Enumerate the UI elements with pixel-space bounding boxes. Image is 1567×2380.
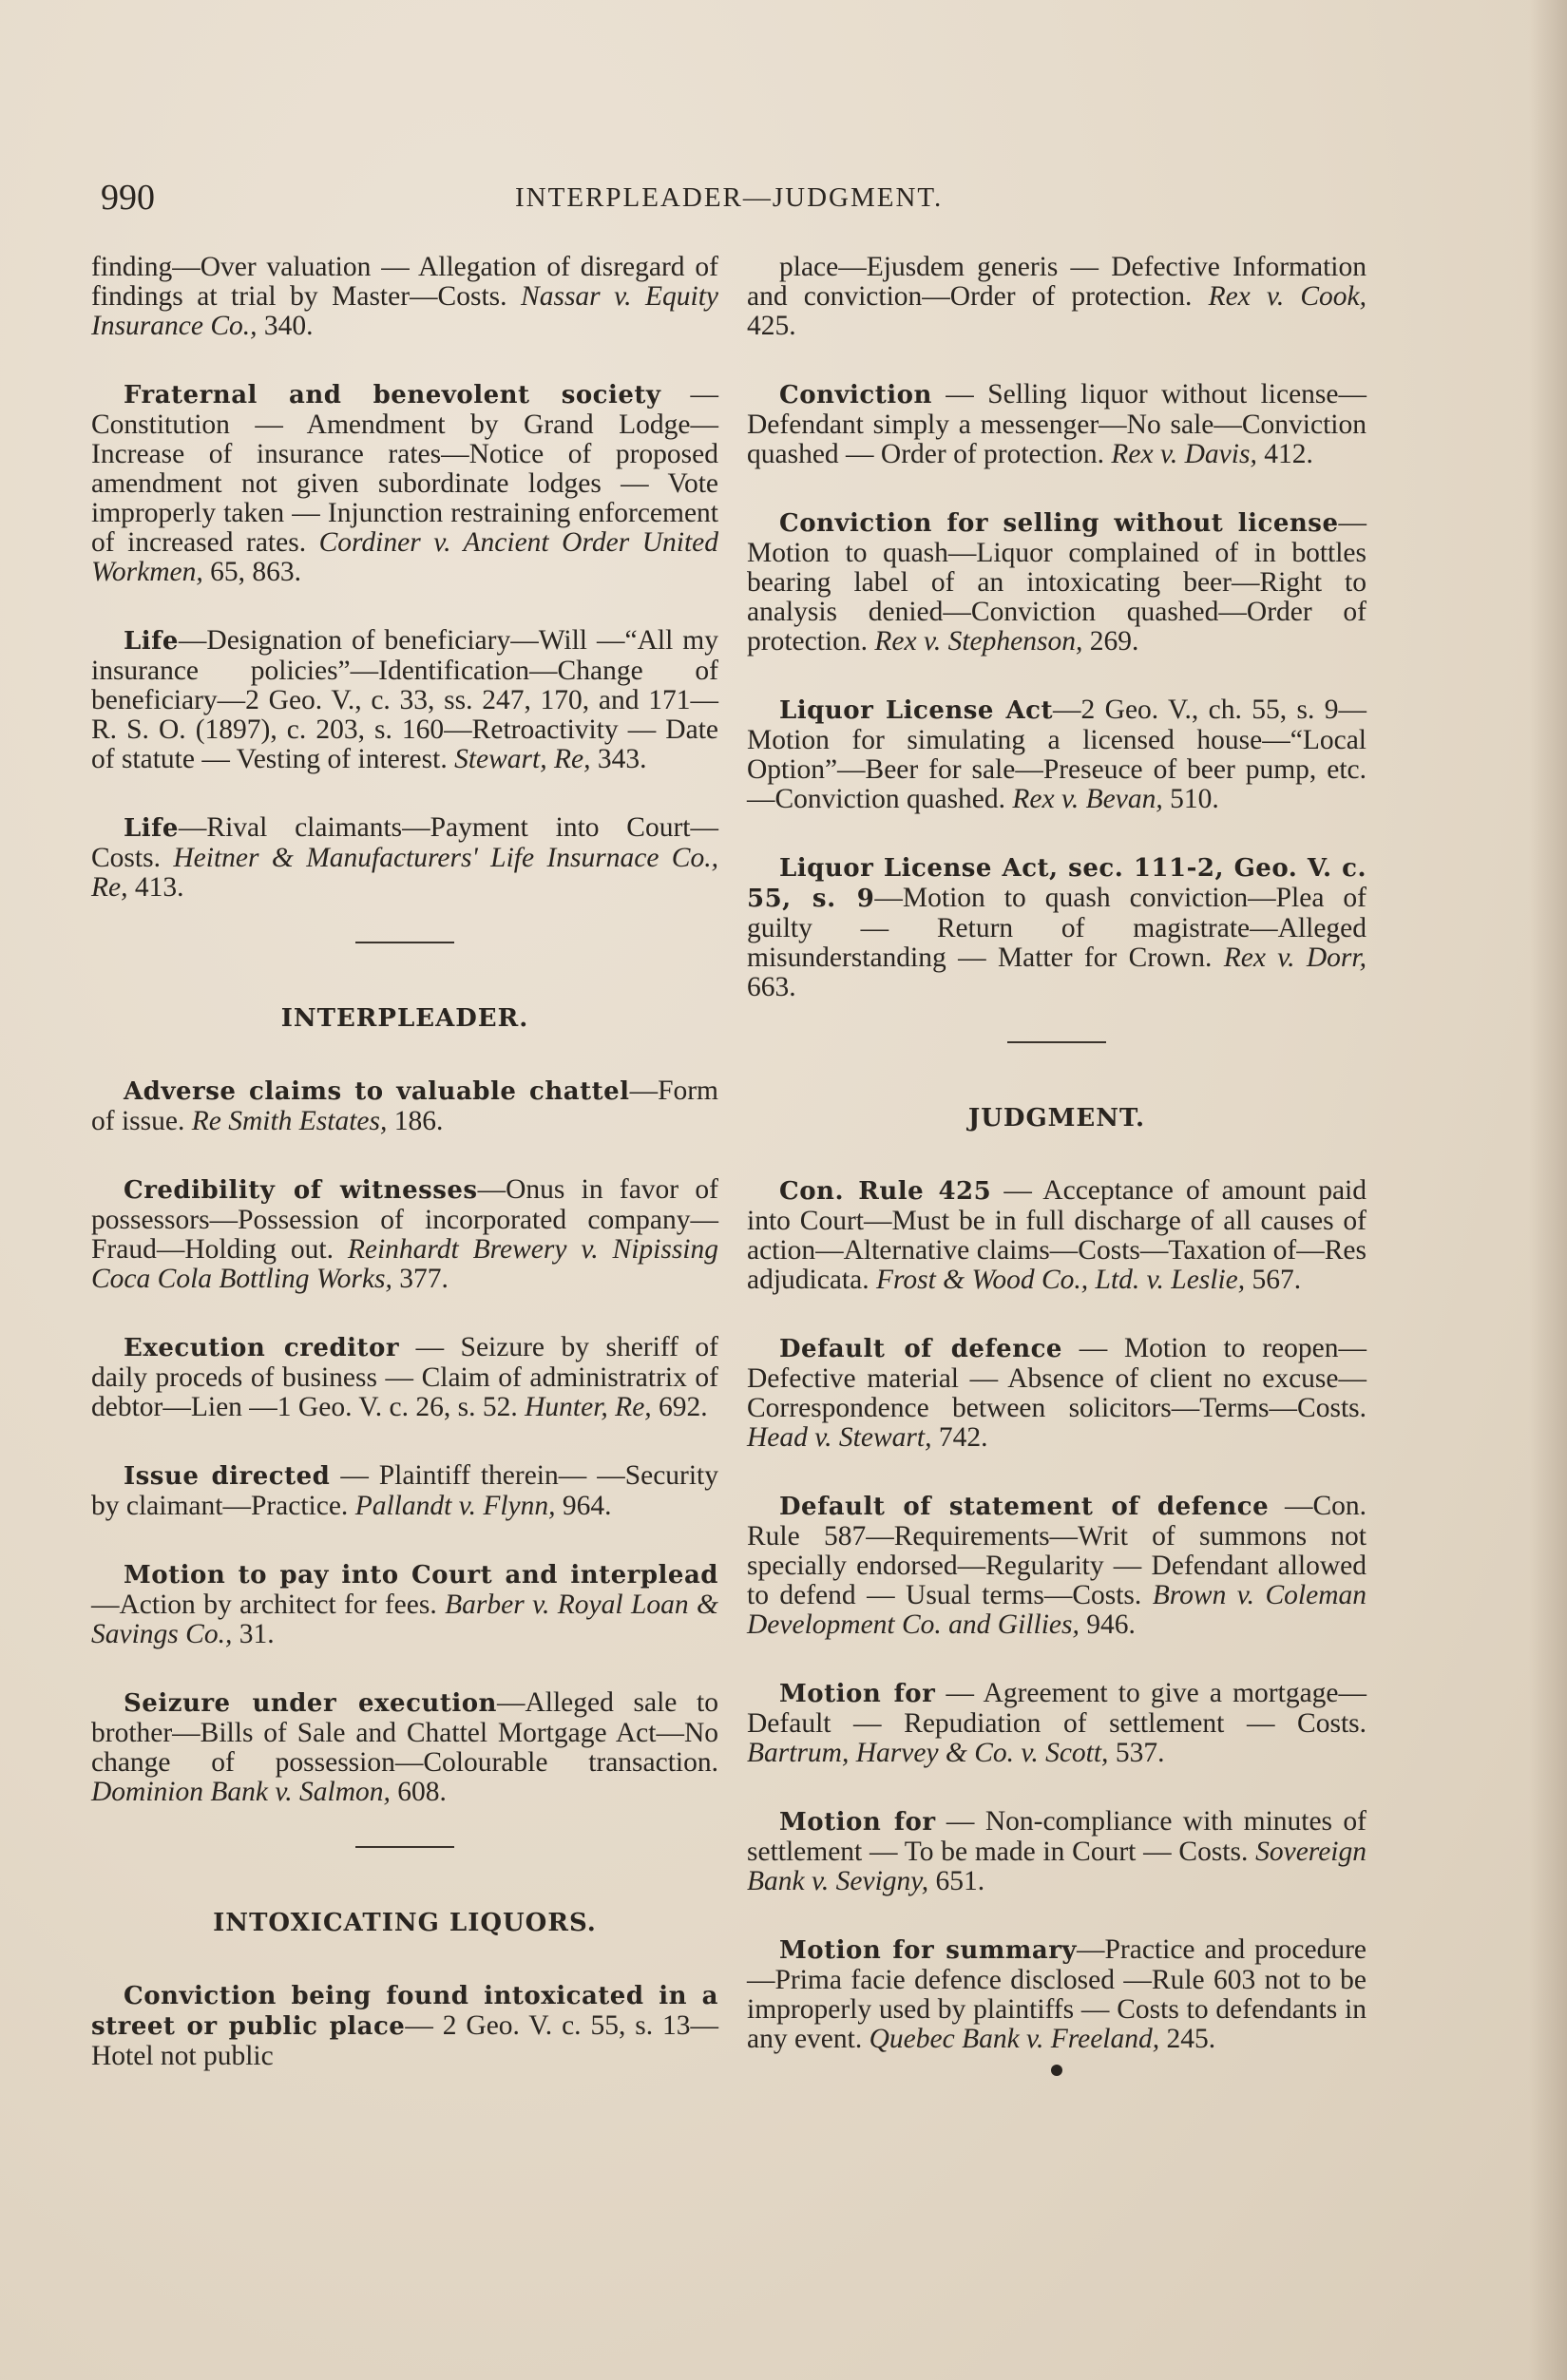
index-entry: Motion for — Non-compliance with minutes of settlement — To be made in Court — Costs. Sovereign Bank v. Sevigny, 651. xyxy=(747,1806,1366,1896)
index-entry: Life—Rival claimants—Payment into Court—Costs. Heitner & Manufacturers' Life Insurnace Co., Re, 413. xyxy=(91,812,718,903)
running-title: INTERPLEADER—JUDGMENT. xyxy=(515,182,944,213)
section-heading-judgment: JUDGMENT. xyxy=(967,1104,1146,1133)
section-heading-interpleader: INTERPLEADER. xyxy=(280,1004,529,1033)
index-entry: Motion for summary—Practice and procedure—Prima facie defence disclosed —Rule 603 not to be improperly used by plaintiffs — Costs to defendants in any event. Quebec Bank v. Freeland, 245. xyxy=(747,1934,1366,2054)
index-entry: Conviction — Selling liquor without license—Defendant simply a messenger—No sale—Conviction quashed — Order of protection. Rex v. Davis, 412. xyxy=(747,379,1366,469)
right-column xyxy=(747,253,1366,2076)
index-entry: Adverse claims to valuable chattel—Form of issue. Re Smith Estates, 186. xyxy=(91,1076,718,1136)
left-column xyxy=(91,253,718,2110)
index-entry: Default of defence — Motion to reopen—Defective material — Absence of client no excuse—Correspondence between solicitors—Terms—Costs. Head v. Stewart, 742. xyxy=(747,1333,1366,1453)
index-entry: Life—Designation of beneficiary—Will —“All my insurance policies”—Identification—Change of beneficiary—2 Geo. V., c. 33, ss. 247, 170, and 171—R. S. O. (1897), c. 203, s. 160—Retroactivity — Date of statute — Vesting of interest. Stewart, Re, 343. xyxy=(91,625,718,774)
index-entry: Motion for — Agreement to give a mortgage—Default — Repudiation of settlement — Costs. Bartrum, Harvey & Co. v. Scott, 537. xyxy=(747,1678,1367,1768)
page-header xyxy=(101,177,1374,224)
index-entry: Con. Rule 425 — Acceptance of amount paid into Court—Must be in full discharge of all causes of action—Alternative claims—Costs—Taxation of—Res adjudicata. Frost & Wood Co., Ltd. v. Leslie, 567. xyxy=(747,1175,1366,1295)
index-entry: Liquor License Act, sec. 111-2, Geo. V. c. 55, s. 9—Motion to quash conviction—Plea of guilty — Return of magistrate—Alleged misunderstanding — Matter for Crown. Rex v. Dorr, 663. xyxy=(747,854,1367,1002)
index-entry: Liquor License Act—2 Geo. V., ch. 55, s. 9—Motion for simulating a licensed house—“Local Option”—Beer for sale—Preseuce of beer pump, etc.—Conviction quashed. Rex v. Bevan, 510. xyxy=(747,695,1366,814)
section-heading-intoxicating-liquors: INTOXICATING LIQUORS. xyxy=(213,1909,597,1937)
index-entry: Seizure under execution—Alleged sale to brother—Bills of Sale and Chattel Mortgage Act—No change of possession—Colourable transaction. Dominion Bank v. Salmon, 608. xyxy=(91,1687,718,1807)
index-entry: place—Ejusdem generis — Defective Information and conviction—Order of protection. Rex v. Cook, 425. xyxy=(747,252,1366,341)
section-divider xyxy=(1007,1041,1106,1043)
index-entry: Credibility of witnesses—Onus in favor of possessors—Possession of incorporated company—Fraud—Holding out. Reinhardt Brewery v. Nipissing Coca Cola Bottling Works, 377. xyxy=(91,1174,718,1294)
index-entry: Issue directed — Plaintiff therein— —Security by claimant—Practice. Pallandt v. Flynn, 964. xyxy=(91,1460,718,1521)
ink-dot xyxy=(1051,2065,1062,2076)
index-entry: Conviction for selling without license—Motion to quash—Liquor complained of in bottles bearing label of an intoxicating beer—Right to analysis denied—Conviction quashed—Order of protection. Rex v. Stephenson, 269. xyxy=(747,507,1366,657)
index-entry: Fraternal and benevolent society —Constitution — Amendment by Grand Lodge—Increase of insurance rates—Notice of proposed amendment not given subordinate lodges — Vote improperly taken — Injunction restraining enforcement of increased rates. Cordiner v. Ancient Order United Workmen, 65, 863. xyxy=(91,379,718,587)
index-entry: Execution creditor — Seizure by sheriff of daily proceds of business — Claim of administratrix of debtor—Lien —1 Geo. V. c. 26, s. 52. Hunter, Re, 692. xyxy=(91,1332,718,1422)
index-entry: Conviction being found intoxicated in a street or public place— 2 Geo. V. c. 55, s. 13—Hotel not public xyxy=(91,1982,718,2071)
index-entry: Motion to pay into Court and interplead—Action by architect for fees. Barber v. Royal Loan & Savings Co., 31. xyxy=(91,1561,719,1649)
section-divider xyxy=(355,1846,454,1848)
page-edge-shadow xyxy=(1529,0,1567,2380)
index-entry: Default of statement of defence —Con. Rule 587—Requirements—Writ of summons not specially endorsed—Regularity — Defendant allowed to defend — Usual terms—Costs. Brown v. Coleman Development Co. and Gillies, 946. xyxy=(747,1491,1366,1640)
page-number: 990 xyxy=(101,178,155,218)
index-entry: finding—Over valuation — Allegation of disregard of findings at trial by Master—Costs. Nassar v. Equity Insurance Co., 340. xyxy=(91,252,718,341)
section-divider xyxy=(355,942,454,943)
